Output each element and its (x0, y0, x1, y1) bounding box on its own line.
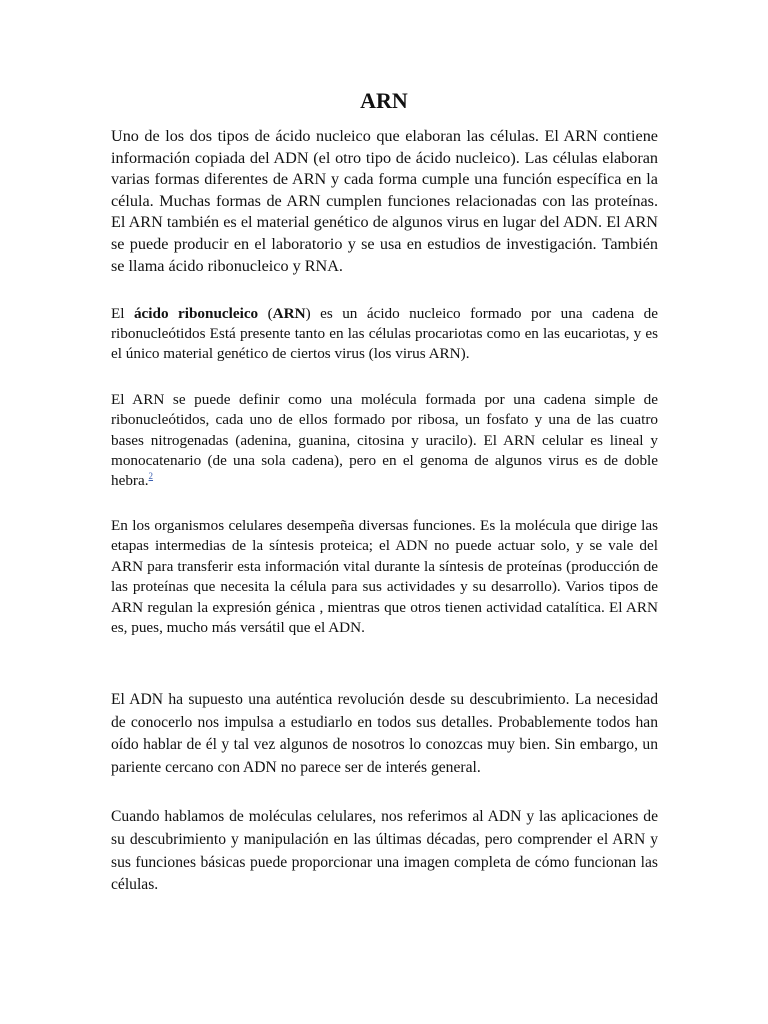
paragraph-acido-ribonucleico (111, 304, 658, 364)
paragraph-adn-revolution: El ADN ha supuesto una auténtica revolución desde su descubrimiento. La necesidad de conocerlo nos impulsa a estudiarlo en todos sus detalles. Probablemente todos han oído hablar de él y tal vez algunos de nosotros lo conozcas muy bien. Sin embargo, un pariente cercano con ADN no parece ser de interés general. (111, 691, 658, 776)
paragraph-molecules: Cuando hablamos de moléculas celulares, nos referimos al ADN y las aplicaciones de su descubrimiento y manipulación en las últimas décadas, pero comprender el ARN y sus funciones básicas puede proporcionar una imagen completa de cómo funcionan las células. (111, 808, 658, 894)
bold-term: ácido ribonucleico (133, 305, 259, 322)
bold-term: ARN (272, 305, 306, 322)
paragraph-text: El (111, 305, 134, 322)
document-title: ARN (360, 88, 408, 113)
footnote-link[interactable]: 2 (148, 471, 154, 482)
paragraph-definition: Uno de los dos tipos de ácido nucleico que elaboran las células. El ARN contiene información copiada del ADN (el otro tipo de ácido nucleico). Las células elaboran varias formas diferentes de ARN y cada forma cumple una función específica en la célula. Muchas formas de ARN cumplen funciones relacionadas con las proteínas. El ARN también es el material genético de algunos virus en lugar del ADN. El ARN se puede producir en el laboratorio y se usa en estudios de investigación. También se llama ácido ribonucleico y RNA. (111, 127, 658, 275)
paragraph-text: El ARN se puede definir como una molécula formada por una cadena simple de ribonucleótidos, cada uno de ellos formado por ribosa, un fosfato y una de las cuatro bases nitrogenadas (adenina, guanina, citosina y uracilo). El ARN celular es lineal y monocatenario (de una sola cadena), pero en el genoma de algunos virus es de doble hebra. (111, 391, 658, 490)
paragraph-text: ( (258, 305, 273, 322)
paragraph-molecule-definition (111, 390, 658, 491)
paragraph-text: ) es un ácido nucleico formado por una cadena de ribonucleótidos Está presente tanto en las células procariotas como en las eucariotas, y es el único material genético de ciertos virus (los virus ARN). (111, 305, 658, 362)
paragraph-functions: En los organismos celulares desempeña diversas funciones. Es la molécula que dirige las etapas intermedias de la síntesis proteica; el ADN no puede actuar solo, y se vale del ARN para transferir esta información vital durante la síntesis de proteínas (producción de las proteínas que necesita la célula para sus actividades y su desarrollo). Varios tipos de ARN regulan la expresión génica , mientras que otros tienen actividad catalítica. El ARN es, pues, mucho más versátil que el ADN. (111, 517, 658, 637)
